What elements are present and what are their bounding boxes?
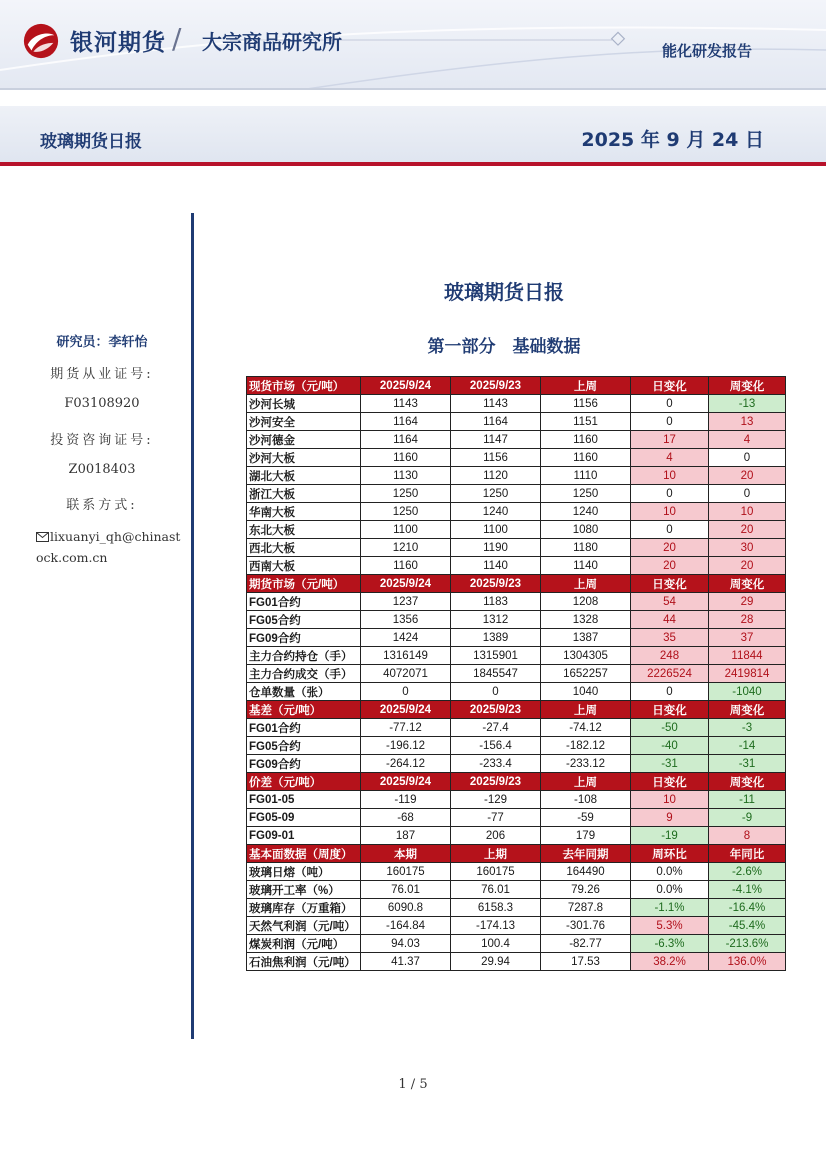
table-row-label: 东北大板 <box>247 521 361 539</box>
table-cell: 1147 <box>451 431 541 449</box>
table-row-label: 湖北大板 <box>247 467 361 485</box>
table-row-label: FG05合约 <box>247 611 361 629</box>
table-cell: 1160 <box>541 449 631 467</box>
table-cell: 35 <box>631 629 709 647</box>
table-header-cell: 现货市场（元/吨） <box>247 377 361 395</box>
table-row <box>247 485 786 503</box>
table-cell: 7287.8 <box>541 899 631 917</box>
table-cell: 0 <box>361 683 451 701</box>
table-cell: 1304305 <box>541 647 631 665</box>
table-cell: 1120 <box>451 467 541 485</box>
table-row <box>247 881 786 899</box>
table-cell: 79.26 <box>541 881 631 899</box>
banner-divider <box>0 88 826 90</box>
table-cell: -1.1% <box>631 899 709 917</box>
table-row <box>247 917 786 935</box>
page-number: 1 / 5 <box>398 1077 428 1092</box>
mail-icon <box>36 532 49 542</box>
table-header-cell: 2025/9/23 <box>451 377 541 395</box>
table-row <box>247 791 786 809</box>
table-cell: 1100 <box>451 521 541 539</box>
table-header-cell: 2025/9/23 <box>451 773 541 791</box>
brand-separator: / <box>172 22 182 55</box>
table-header-cell: 日变化 <box>631 701 709 719</box>
table-cell: 1040 <box>541 683 631 701</box>
table-cell: 6158.3 <box>451 899 541 917</box>
table-cell: 1156 <box>451 449 541 467</box>
table-header-cell: 周环比 <box>631 845 709 863</box>
document-title: 玻璃期货日报 <box>40 132 142 152</box>
table-cell: 1183 <box>451 593 541 611</box>
table-header-cell: 周变化 <box>709 575 786 593</box>
table-cell: -233.4 <box>451 755 541 773</box>
table-row <box>247 683 786 701</box>
table-cell: 1250 <box>451 485 541 503</box>
sidebar-divider <box>191 213 194 1039</box>
table-cell: -119 <box>361 791 451 809</box>
table-cell: 1315901 <box>451 647 541 665</box>
table-cell: 76.01 <box>361 881 451 899</box>
table-row-label: 西南大板 <box>247 557 361 575</box>
table-cell: 1143 <box>451 395 541 413</box>
table-row <box>247 611 786 629</box>
table-cell: -77 <box>451 809 541 827</box>
table-cell: -27.4 <box>451 719 541 737</box>
table-cell: -82.77 <box>541 935 631 953</box>
table-row <box>247 557 786 575</box>
table-cell: 20 <box>709 521 786 539</box>
table-row <box>247 809 786 827</box>
license-number: F03108920 <box>64 396 140 411</box>
table-cell: -77.12 <box>361 719 451 737</box>
contact-email-text[interactable]: lixuanyi_qh@chinastock.com.cn <box>36 529 181 565</box>
table-cell: 100.4 <box>451 935 541 953</box>
table-row <box>247 899 786 917</box>
table-section-header <box>247 575 786 593</box>
table-cell: 1389 <box>451 629 541 647</box>
table-row <box>247 719 786 737</box>
basic-data-table <box>246 376 786 971</box>
table-header-cell: 本期 <box>361 845 451 863</box>
table-cell: 136.0% <box>709 953 786 971</box>
table-section-header <box>247 701 786 719</box>
table-cell: 1110 <box>541 467 631 485</box>
table-cell: 1316149 <box>361 647 451 665</box>
table-header-cell: 2025/9/24 <box>361 773 451 791</box>
table-cell: -1040 <box>709 683 786 701</box>
table-header-cell: 价差（元/吨） <box>247 773 361 791</box>
table-cell: 0 <box>631 683 709 701</box>
table-row <box>247 593 786 611</box>
table-cell: -45.4% <box>709 917 786 935</box>
table-cell: 0 <box>709 449 786 467</box>
table-cell: 4 <box>631 449 709 467</box>
table-row <box>247 629 786 647</box>
table-cell: -108 <box>541 791 631 809</box>
table-section-header <box>247 377 786 395</box>
table-cell: -6.3% <box>631 935 709 953</box>
table-cell: 1240 <box>541 503 631 521</box>
table-row-label: 仓单数量（张） <box>247 683 361 701</box>
table-row <box>247 521 786 539</box>
table-cell: 37 <box>709 629 786 647</box>
table-row-label: FG09-01 <box>247 827 361 845</box>
table-cell: -68 <box>361 809 451 827</box>
table-row <box>247 827 786 845</box>
table-cell: -11 <box>709 791 786 809</box>
table-header-cell: 2025/9/24 <box>361 575 451 593</box>
table-cell: 0.0% <box>631 863 709 881</box>
table-cell: 4 <box>709 431 786 449</box>
table-cell: 10 <box>709 503 786 521</box>
table-cell: 38.2% <box>631 953 709 971</box>
table-cell: -50 <box>631 719 709 737</box>
table-cell: -182.12 <box>541 737 631 755</box>
table-cell: 1156 <box>541 395 631 413</box>
table-cell: 29.94 <box>451 953 541 971</box>
table-cell: 54 <box>631 593 709 611</box>
table-cell: 10 <box>631 467 709 485</box>
table-row-label: FG05合约 <box>247 737 361 755</box>
document-date: 2025 年 9 月 24 日 <box>581 129 764 151</box>
table-cell: 0 <box>451 683 541 701</box>
consult-license-number: Z0018403 <box>68 462 136 477</box>
table-header-cell: 2025/9/23 <box>451 701 541 719</box>
table-header-cell: 日变化 <box>631 377 709 395</box>
table-cell: -74.12 <box>541 719 631 737</box>
table-row-label: FG05-09 <box>247 809 361 827</box>
table-row-label: 沙河德金 <box>247 431 361 449</box>
table-cell: 0 <box>631 521 709 539</box>
table-row <box>247 737 786 755</box>
table-row <box>247 935 786 953</box>
table-cell: 1100 <box>361 521 451 539</box>
table-cell: 1240 <box>451 503 541 521</box>
table-cell: 0 <box>631 413 709 431</box>
table-row-label: 煤炭利润（元/吨） <box>247 935 361 953</box>
table-cell: 10 <box>631 503 709 521</box>
table-header-cell: 周变化 <box>709 701 786 719</box>
table-cell: 1080 <box>541 521 631 539</box>
table-row-label: 天然气利润（元/吨） <box>247 917 361 935</box>
table-cell: 1210 <box>361 539 451 557</box>
table-cell: 1164 <box>361 431 451 449</box>
table-row <box>247 431 786 449</box>
table-header-cell: 去年同期 <box>541 845 631 863</box>
table-cell: 179 <box>541 827 631 845</box>
table-header-cell: 周变化 <box>709 377 786 395</box>
report-type: 能化研发报告 <box>661 42 752 60</box>
table-cell: 1387 <box>541 629 631 647</box>
license-label: 期货从业证号: <box>50 367 154 382</box>
table-cell: 1250 <box>361 503 451 521</box>
top-banner <box>0 0 826 90</box>
table-cell: -174.13 <box>451 917 541 935</box>
table-row-label: 西北大板 <box>247 539 361 557</box>
table-header-cell: 2025/9/24 <box>361 701 451 719</box>
table-cell: 29 <box>709 593 786 611</box>
table-row <box>247 395 786 413</box>
table-row-label: 玻璃日熔（吨） <box>247 863 361 881</box>
table-row <box>247 953 786 971</box>
table-cell: -164.84 <box>361 917 451 935</box>
table-row-label: 主力合约成交（手） <box>247 665 361 683</box>
table-cell: 1160 <box>361 449 451 467</box>
table-cell: -3 <box>709 719 786 737</box>
table-row-label: FG09合约 <box>247 755 361 773</box>
table-cell: 1424 <box>361 629 451 647</box>
table-cell: -196.12 <box>361 737 451 755</box>
table-cell: 1328 <box>541 611 631 629</box>
table-cell: 160175 <box>361 863 451 881</box>
table-header-cell: 日变化 <box>631 773 709 791</box>
table-row-label: FG01-05 <box>247 791 361 809</box>
table-cell: -9 <box>709 809 786 827</box>
table-cell: 13 <box>709 413 786 431</box>
institute-name: 大宗商品研究所 <box>202 30 342 54</box>
table-cell: 6090.8 <box>361 899 451 917</box>
table-cell: 1250 <box>361 485 451 503</box>
researcher-name: 研究员：李轩怡 <box>56 335 148 350</box>
table-cell: 9 <box>631 809 709 827</box>
table-cell: 1237 <box>361 593 451 611</box>
table-cell: 8 <box>709 827 786 845</box>
section-title: 第一部分 基础数据 <box>427 337 581 357</box>
table-header-cell: 上周 <box>541 575 631 593</box>
table-cell: 1208 <box>541 593 631 611</box>
table-cell: -213.6% <box>709 935 786 953</box>
table-cell: 1312 <box>451 611 541 629</box>
table-header-cell: 周变化 <box>709 773 786 791</box>
table-cell: 1845547 <box>451 665 541 683</box>
table-cell: -301.76 <box>541 917 631 935</box>
table-row-label: 沙河长城 <box>247 395 361 413</box>
table-row <box>247 413 786 431</box>
table-row <box>247 665 786 683</box>
table-header-cell: 上期 <box>451 845 541 863</box>
table-row-label: 沙河大板 <box>247 449 361 467</box>
table-cell: -59 <box>541 809 631 827</box>
table-section-header <box>247 845 786 863</box>
table-cell: 164490 <box>541 863 631 881</box>
contact-email[interactable] <box>36 526 184 568</box>
table-cell: 2226524 <box>631 665 709 683</box>
table-cell: 0 <box>631 485 709 503</box>
table-cell: -4.1% <box>709 881 786 899</box>
table-cell: 1652257 <box>541 665 631 683</box>
table-cell: 11844 <box>709 647 786 665</box>
table-cell: -14 <box>709 737 786 755</box>
table-header-cell: 上周 <box>541 701 631 719</box>
table-row-label: 石油焦利润（元/吨） <box>247 953 361 971</box>
table-cell: 4072071 <box>361 665 451 683</box>
table-cell: 5.3% <box>631 917 709 935</box>
table-header-cell: 基本面数据（周度） <box>247 845 361 863</box>
table-cell: -31 <box>709 755 786 773</box>
table-cell: 1130 <box>361 467 451 485</box>
table-cell: 17 <box>631 431 709 449</box>
title-band-accent-line <box>0 162 826 166</box>
table-section-header <box>247 773 786 791</box>
main-title: 玻璃期货日报 <box>444 280 564 304</box>
table-cell: 1164 <box>451 413 541 431</box>
table-cell: 0 <box>631 395 709 413</box>
table-header-cell: 期货市场（元/吨） <box>247 575 361 593</box>
table-cell: 206 <box>451 827 541 845</box>
table-cell: -233.12 <box>541 755 631 773</box>
table-cell: 41.37 <box>361 953 451 971</box>
table-cell: 44 <box>631 611 709 629</box>
table-cell: 1250 <box>541 485 631 503</box>
table-cell: 94.03 <box>361 935 451 953</box>
table-row <box>247 647 786 665</box>
table-cell: 187 <box>361 827 451 845</box>
table-cell: 1180 <box>541 539 631 557</box>
table-cell: -156.4 <box>451 737 541 755</box>
table-header-cell: 2025/9/24 <box>361 377 451 395</box>
table-row-label: FG01合约 <box>247 593 361 611</box>
table-row <box>247 467 786 485</box>
table-cell: 20 <box>631 539 709 557</box>
table-cell: 160175 <box>451 863 541 881</box>
table-cell: 0.0% <box>631 881 709 899</box>
table-cell: 1160 <box>541 431 631 449</box>
galaxy-logo-icon <box>22 22 60 60</box>
table-cell: -19 <box>631 827 709 845</box>
table-cell: 0 <box>709 485 786 503</box>
table-cell: 2419814 <box>709 665 786 683</box>
table-row <box>247 863 786 881</box>
table-row-label: FG09合约 <box>247 629 361 647</box>
contact-label: 联系方式: <box>66 498 138 513</box>
consult-license-label: 投资咨询证号: <box>50 433 154 448</box>
table-row-label: 浙江大板 <box>247 485 361 503</box>
table-header-cell: 年同比 <box>709 845 786 863</box>
table-cell: 10 <box>631 791 709 809</box>
table-row-label: 玻璃开工率（%） <box>247 881 361 899</box>
table-cell: 248 <box>631 647 709 665</box>
table-cell: 76.01 <box>451 881 541 899</box>
table-header-cell: 基差（元/吨） <box>247 701 361 719</box>
table-cell: -40 <box>631 737 709 755</box>
table-row-label: FG01合约 <box>247 719 361 737</box>
table-row-label: 主力合约持仓（手） <box>247 647 361 665</box>
table-row-label: 玻璃库存（万重箱） <box>247 899 361 917</box>
table-cell: 20 <box>631 557 709 575</box>
table-cell: 17.53 <box>541 953 631 971</box>
table-row <box>247 449 786 467</box>
brand-name: 银河期货 <box>70 30 166 56</box>
table-row-label: 沙河安全 <box>247 413 361 431</box>
table-cell: -264.12 <box>361 755 451 773</box>
table-cell: 1190 <box>451 539 541 557</box>
table-cell: -16.4% <box>709 899 786 917</box>
table-cell: -31 <box>631 755 709 773</box>
table-cell: 1151 <box>541 413 631 431</box>
table-cell: 1140 <box>541 557 631 575</box>
table-cell: -2.6% <box>709 863 786 881</box>
table-cell: -13 <box>709 395 786 413</box>
table-row <box>247 503 786 521</box>
table-header-cell: 日变化 <box>631 575 709 593</box>
table-cell: 28 <box>709 611 786 629</box>
table-row <box>247 755 786 773</box>
table-cell: 1143 <box>361 395 451 413</box>
table-cell: 1140 <box>451 557 541 575</box>
table-row <box>247 539 786 557</box>
table-cell: 20 <box>709 467 786 485</box>
table-cell: -129 <box>451 791 541 809</box>
table-cell: 1164 <box>361 413 451 431</box>
table-cell: 20 <box>709 557 786 575</box>
table-cell: 1160 <box>361 557 451 575</box>
table-row-label: 华南大板 <box>247 503 361 521</box>
table-header-cell: 2025/9/23 <box>451 575 541 593</box>
table-cell: 30 <box>709 539 786 557</box>
table-header-cell: 上周 <box>541 377 631 395</box>
table-cell: 1356 <box>361 611 451 629</box>
table-header-cell: 上周 <box>541 773 631 791</box>
